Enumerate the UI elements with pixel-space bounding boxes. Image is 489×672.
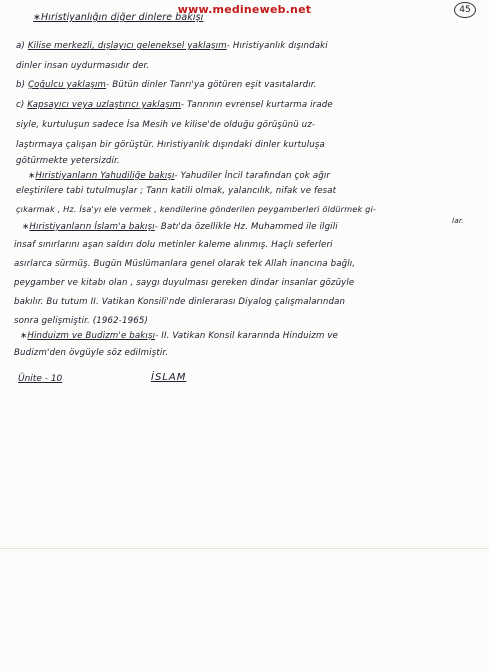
underlined-heading: Hıristiyanların İslam'a bakışı: [29, 222, 155, 232]
note-line: [14, 278, 354, 288]
note-line: [28, 171, 330, 181]
note-line: [16, 140, 325, 150]
note-text: - Hıristiyanlık dışındaki: [226, 41, 328, 51]
note-line: [20, 331, 338, 341]
note-line: [14, 348, 168, 358]
note-text: götürmekte yetersizdir.: [16, 156, 120, 166]
note-line: [16, 80, 317, 90]
note-text: siyle, kurtuluşun sadece İsa Mesih ve kilise'de olduğu görüşünü uz-: [16, 120, 316, 130]
note-text: peygamber ve kitabı olan , saygı duyulması gereken dindar insanlar gözüyle: [14, 278, 355, 288]
note-text: sonra gelişmiştir. (1962-1965): [14, 316, 148, 326]
note-text: b): [16, 80, 28, 90]
underlined-heading: Hıristiyanların Yahudiliğe bakışı: [35, 171, 175, 181]
note-text: ∗: [28, 171, 36, 181]
note-line: [22, 222, 338, 232]
note-text: c): [16, 100, 28, 110]
underlined-heading: Hinduizm ve Budizm'e bakışı: [27, 331, 156, 341]
page-divider: [0, 548, 489, 549]
note-text: eleştirilere tabi tutulmuşlar ; Tanrı katili olmak, yalancılık, nifak ve fesat: [16, 186, 337, 196]
note-line: [16, 156, 120, 166]
note-text: asırlarca sürmüş. Bugün Müslümanlara genel olarak tek Allah inancına bağlı,: [14, 259, 356, 269]
note-text: Budizm'den övgüyle söz edilmiştir.: [14, 348, 169, 358]
note-line: [14, 297, 345, 307]
note-line: [14, 316, 148, 326]
underlined-heading: ∗Hıristiyanlığın diğer dinlere bakışı: [33, 12, 204, 23]
note-line: [14, 259, 355, 269]
note-text: ∗: [20, 331, 28, 341]
note-line: [33, 12, 203, 23]
note-text: - Yahudiler İncil tarafından çok ağır: [174, 171, 331, 181]
note-text: çıkarmak , Hz. İsa'yı ele vermek , kendilerine gönderilen peygamberleri öldürmek gi-: [16, 204, 376, 214]
underlined-heading: Çoğulcu yaklaşım: [28, 80, 107, 90]
note-text: laştırmaya çalışan bir görüştür. Hıristiyanlık dışındaki dinler kurtuluşa: [16, 140, 325, 150]
site-watermark: www.medineweb.net: [177, 3, 312, 16]
note-text: ∗: [22, 222, 30, 232]
note-line: [16, 61, 149, 71]
note-text: - Bütün dinler Tanrı'ya götüren eşit vasıtalardır.: [106, 80, 317, 90]
note-line: [16, 204, 376, 214]
note-line: [16, 41, 328, 51]
note-text: insaf sınırlarını aşan saldırı dolu metinler kaleme alınmış. Haçlı seferleri: [14, 240, 333, 250]
unit-title: İSLAM: [151, 372, 187, 383]
note-line: [14, 240, 333, 250]
note-text: - Batı'da özellikle Hz. Muhammed ile ilgili: [154, 222, 338, 232]
note-text: bakılır. Bu tutum II. Vatikan Konsili'nde dinlerarası Diyalog çalışmalarından: [14, 297, 346, 307]
note-text: - II. Vatikan Konsil kararında Hinduizm ve: [155, 331, 339, 341]
note-line: [16, 100, 333, 110]
underlined-heading: Kapsayıcı veya uzlaştırıcı yaklaşım: [27, 100, 181, 110]
underlined-heading: Kilise merkezli, dışlayıcı geleneksel yaklaşım: [27, 41, 227, 51]
note-text: - Tanrının evrensel kurtarma irade: [180, 100, 333, 110]
note-text: a): [16, 41, 28, 51]
note-line: [16, 186, 336, 196]
page-number: 45: [454, 2, 476, 18]
unit-number: Ünite - 10: [18, 374, 63, 384]
margin-note: lar.: [452, 216, 464, 225]
note-line: [16, 120, 315, 130]
note-text: dinler insan uydurmasıdır der.: [16, 61, 150, 71]
